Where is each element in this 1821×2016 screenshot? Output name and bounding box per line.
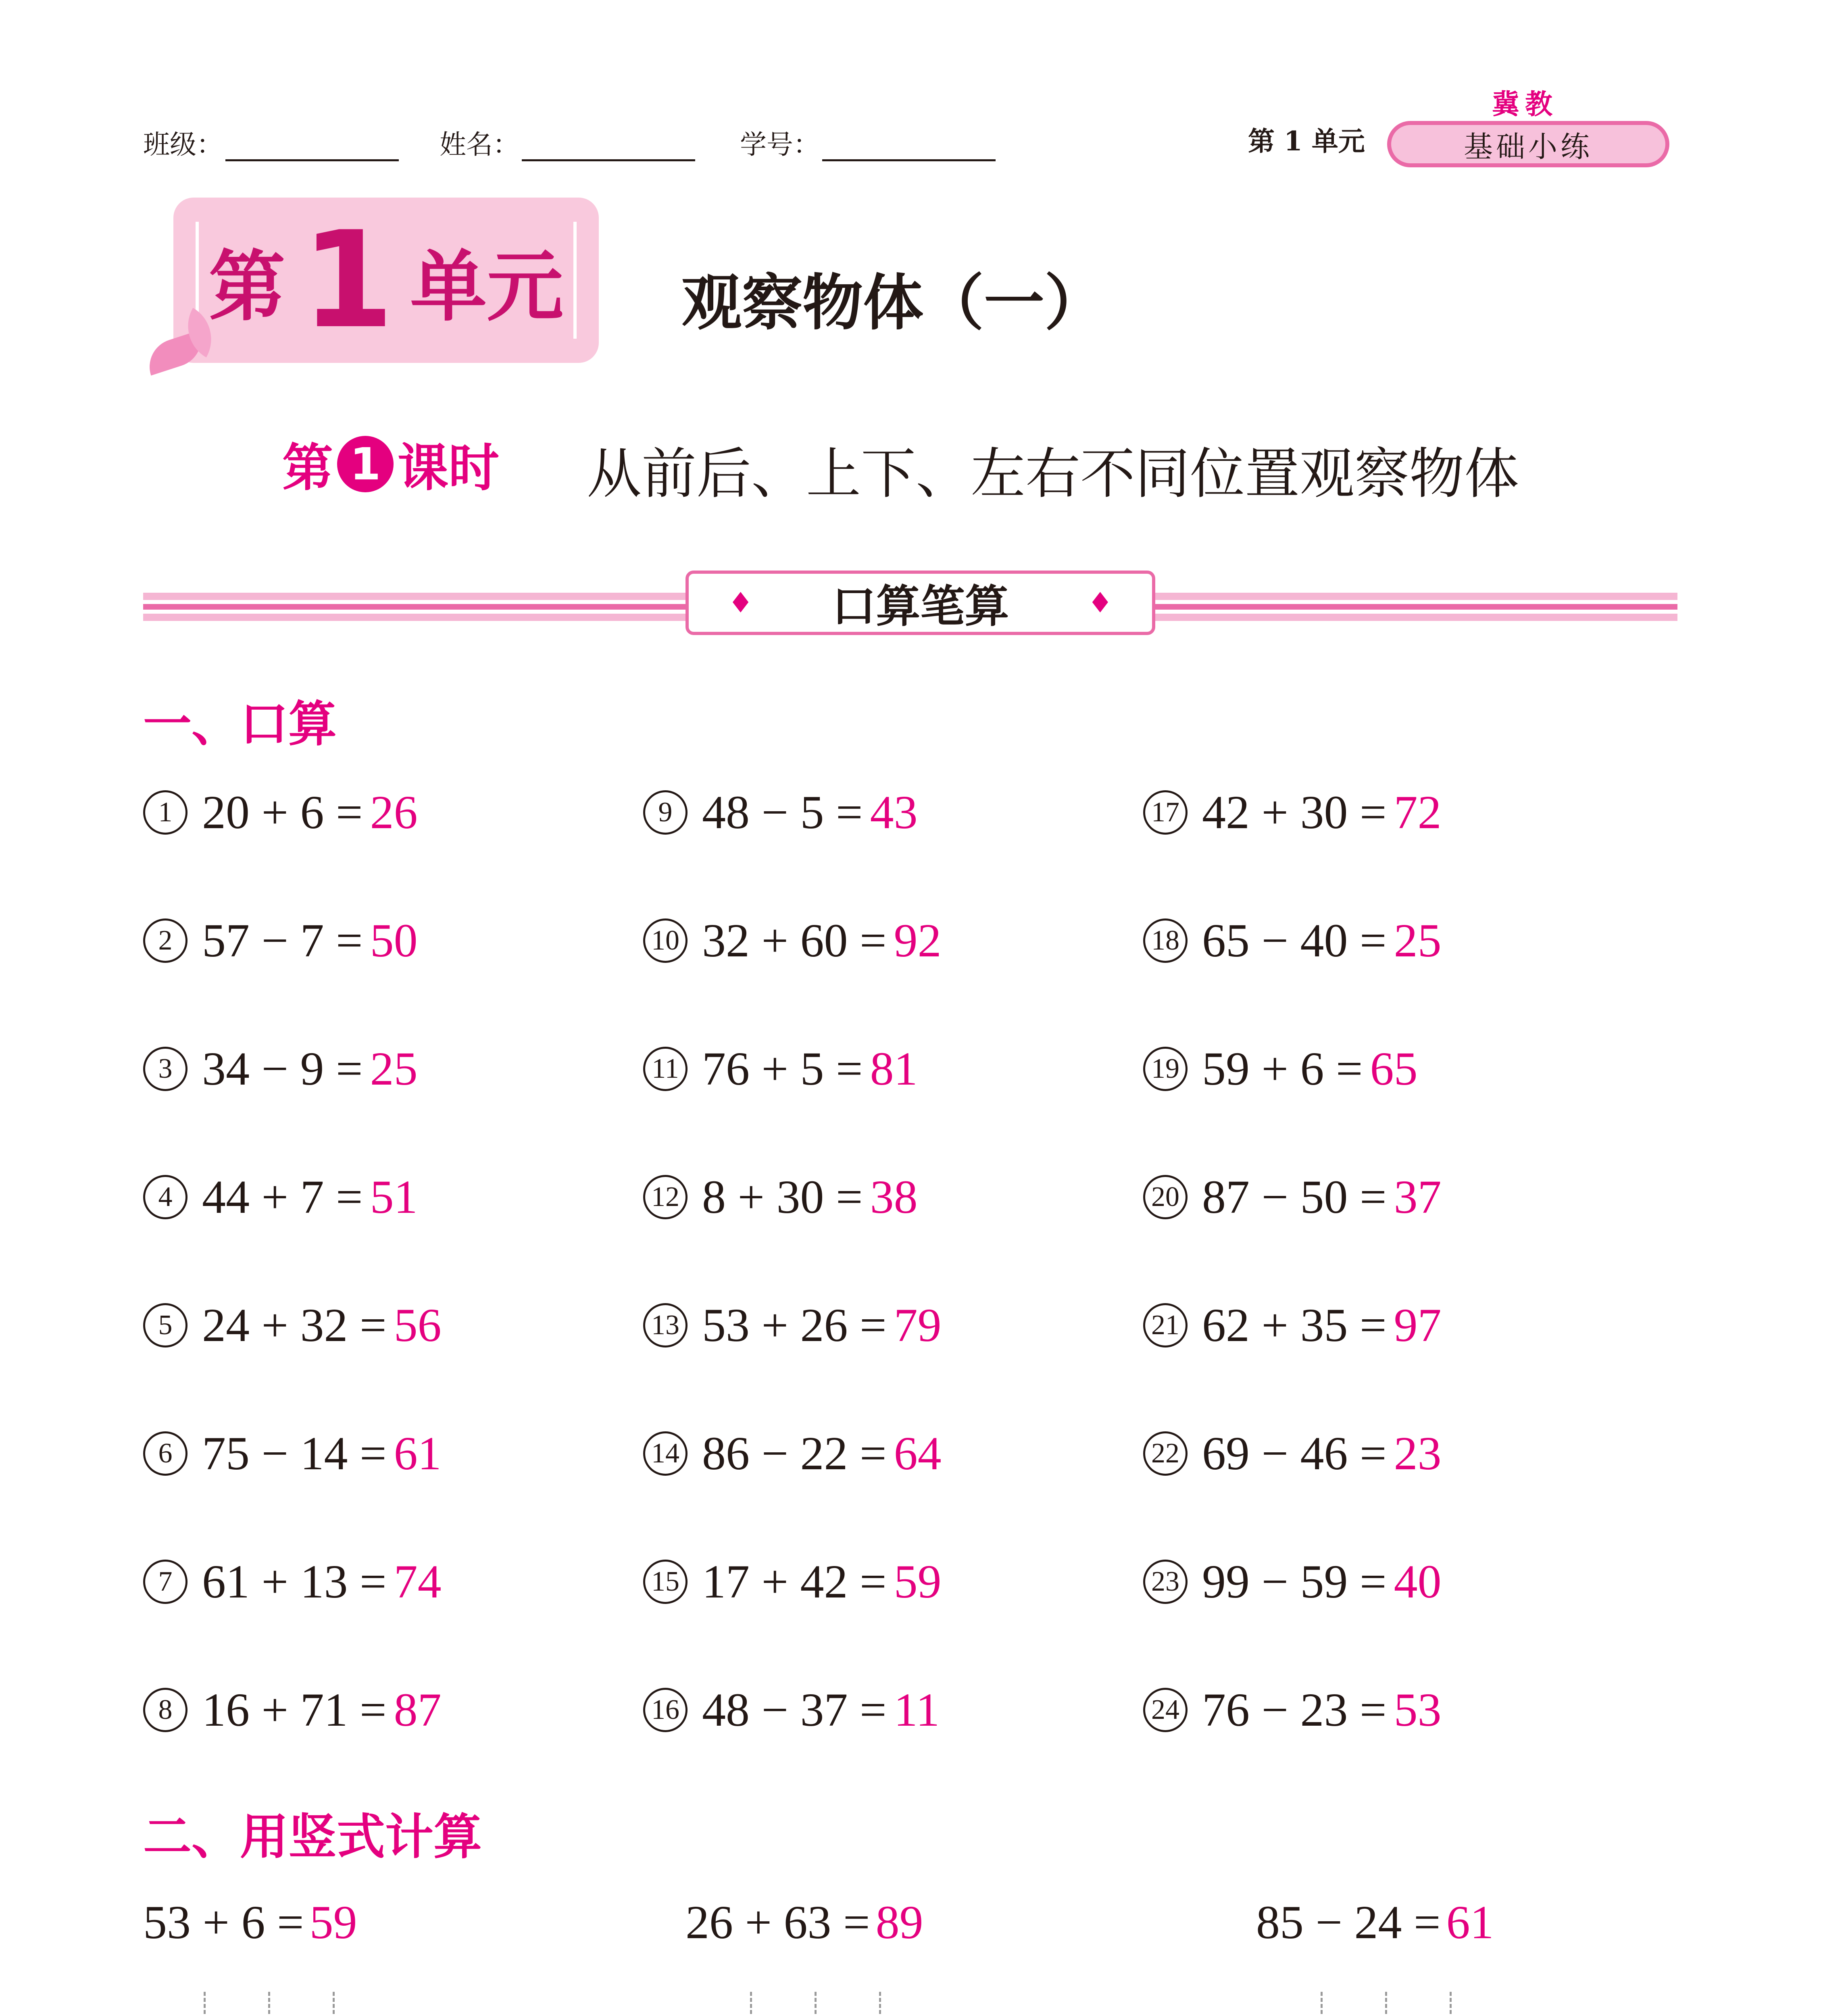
vertical-expression-text: 53 + 6 = xyxy=(143,1896,304,1949)
problem-expression: 65 − 40 = xyxy=(1202,914,1387,967)
problem-number: 20 xyxy=(1143,1175,1188,1219)
vertical-calc xyxy=(690,1992,899,2016)
problem-expression: 8 + 30 = xyxy=(702,1170,863,1223)
oral-problem xyxy=(1143,908,1442,973)
problem-answer[interactable]: 72 xyxy=(1394,786,1442,839)
oral-problem xyxy=(143,1549,442,1614)
problem-answer[interactable]: 40 xyxy=(1394,1555,1442,1608)
vertical-expression xyxy=(1256,1895,1494,1950)
oral-problem xyxy=(1143,780,1442,845)
oral-problem xyxy=(143,1037,418,1101)
vertical-expression-text: 26 + 63 = xyxy=(685,1896,870,1949)
problem-answer[interactable]: 25 xyxy=(1394,914,1442,967)
class-label: 班级： xyxy=(143,129,223,160)
id-blank[interactable] xyxy=(822,159,996,161)
problem-answer[interactable]: 56 xyxy=(394,1299,442,1352)
problem-answer[interactable]: 64 xyxy=(894,1427,942,1480)
problem-expression: 69 − 46 = xyxy=(1202,1427,1387,1480)
unit-suffix: 单元 xyxy=(410,242,564,331)
problem-number: 15 xyxy=(643,1560,688,1604)
unit-prefix: 第 xyxy=(208,242,285,331)
name-label: 姓名： xyxy=(440,129,519,160)
problem-expression: 16 + 71 = xyxy=(202,1683,387,1736)
problem-number: 21 xyxy=(1143,1303,1188,1347)
problem-answer[interactable]: 53 xyxy=(1394,1683,1442,1736)
problem-answer[interactable]: 38 xyxy=(870,1170,918,1223)
oral-problem xyxy=(643,1165,918,1229)
vertical-calc xyxy=(1260,1992,1470,2016)
vertical-expression-answer[interactable]: 89 xyxy=(875,1896,923,1949)
problem-number: 1 xyxy=(143,790,188,835)
diamond-icon: ♦ xyxy=(1087,586,1113,619)
vertical-calc xyxy=(143,1992,353,2016)
oral-problem xyxy=(643,1421,942,1486)
problem-answer[interactable]: 43 xyxy=(870,786,918,839)
chapter-title: 观察物体（一） xyxy=(681,268,1105,338)
problem-number: 6 xyxy=(143,1431,188,1476)
part1-heading: 一、口算 xyxy=(143,696,337,752)
problem-expression: 86 − 22 = xyxy=(702,1427,887,1480)
problem-answer[interactable]: 74 xyxy=(394,1555,442,1608)
column-guide xyxy=(204,1992,206,2016)
problem-number: 8 xyxy=(143,1688,188,1732)
problem-expression: 32 + 60 = xyxy=(702,914,887,967)
oral-problem xyxy=(643,908,942,973)
problem-expression: 62 + 35 = xyxy=(1202,1299,1387,1352)
diamond-icon: ♦ xyxy=(728,586,753,619)
oral-problem xyxy=(643,1549,942,1614)
problem-number: 3 xyxy=(143,1047,188,1091)
oral-problem xyxy=(143,780,418,845)
problem-number: 23 xyxy=(1143,1560,1188,1604)
problem-number: 5 xyxy=(143,1303,188,1347)
problem-answer[interactable]: 50 xyxy=(370,914,418,967)
problem-number: 12 xyxy=(643,1175,688,1219)
oral-problem xyxy=(143,1421,442,1486)
oral-problem xyxy=(143,1165,418,1229)
id-label: 学号： xyxy=(740,129,820,160)
oral-problem xyxy=(643,780,918,845)
column-guide xyxy=(1385,1992,1387,2016)
problem-expression: 76 + 5 = xyxy=(702,1042,863,1095)
problem-answer[interactable]: 26 xyxy=(370,786,418,839)
column-guide xyxy=(750,1992,752,2016)
oral-problem xyxy=(1143,1037,1418,1101)
problem-answer[interactable]: 79 xyxy=(894,1299,942,1352)
vertical-expression-answer[interactable]: 61 xyxy=(1446,1896,1494,1949)
series-brand: 冀教 xyxy=(1492,89,1558,121)
name-field xyxy=(440,121,695,161)
oral-problem xyxy=(143,908,418,973)
column-guide xyxy=(879,1992,881,2016)
oral-problem xyxy=(1143,1293,1442,1358)
lesson-label xyxy=(282,427,499,500)
problem-answer[interactable]: 59 xyxy=(894,1555,942,1608)
problem-expression: 87 − 50 = xyxy=(1202,1170,1387,1223)
unit-banner xyxy=(173,198,599,363)
problem-number: 13 xyxy=(643,1303,688,1347)
problem-expression: 20 + 6 = xyxy=(202,786,363,839)
column-guide xyxy=(1321,1992,1323,2016)
problem-answer[interactable]: 23 xyxy=(1394,1427,1442,1480)
column-guide xyxy=(268,1992,270,2016)
series-badge xyxy=(1387,121,1669,167)
problem-answer[interactable]: 25 xyxy=(370,1042,418,1095)
problem-answer[interactable]: 81 xyxy=(870,1042,918,1095)
problem-answer[interactable]: 51 xyxy=(370,1170,418,1223)
lesson-title: 从前后、上下、左右不同位置观察物体 xyxy=(587,442,1519,506)
problem-expression: 61 + 13 = xyxy=(202,1555,387,1608)
problem-expression: 44 + 7 = xyxy=(202,1170,363,1223)
problem-expression: 34 − 9 = xyxy=(202,1042,363,1095)
part2-heading: 二、用竖式计算 xyxy=(143,1809,482,1865)
problem-number: 11 xyxy=(643,1047,688,1091)
problem-number: 2 xyxy=(143,918,188,963)
lesson-suffix: 课时 xyxy=(398,438,499,498)
problem-expression: 48 − 37 = xyxy=(702,1683,887,1736)
oral-problem xyxy=(643,1037,918,1101)
problem-number: 24 xyxy=(1143,1688,1188,1732)
unit-tag: 第 1 单元 xyxy=(1248,125,1365,157)
problem-number: 16 xyxy=(643,1688,688,1732)
problem-number: 7 xyxy=(143,1560,188,1604)
problem-answer[interactable]: 11 xyxy=(894,1683,940,1736)
problem-number: 22 xyxy=(1143,1431,1188,1476)
vertical-expression xyxy=(143,1895,357,1950)
oral-problem xyxy=(643,1678,940,1742)
section-label: 口算笔算 xyxy=(831,581,1009,632)
problem-number: 19 xyxy=(1143,1047,1188,1091)
problem-number: 9 xyxy=(643,790,688,835)
lesson-number: 1 xyxy=(337,436,394,492)
class-field xyxy=(143,121,399,161)
problem-expression: 76 − 23 = xyxy=(1202,1683,1387,1736)
problem-answer[interactable]: 97 xyxy=(1394,1299,1442,1352)
oral-problem xyxy=(1143,1549,1442,1614)
column-guide xyxy=(1450,1992,1452,2016)
oral-problem xyxy=(143,1293,442,1358)
vertical-expression-answer[interactable]: 59 xyxy=(309,1896,357,1949)
problem-expression: 42 + 30 = xyxy=(1202,786,1387,839)
problem-answer[interactable]: 37 xyxy=(1394,1170,1442,1223)
problem-number: 17 xyxy=(1143,790,1188,835)
problem-number: 10 xyxy=(643,918,688,963)
series-name: 基础小练 xyxy=(1463,129,1593,164)
vertical-expression xyxy=(685,1895,923,1950)
problem-expression: 48 − 5 = xyxy=(702,786,863,839)
problem-expression: 99 − 59 = xyxy=(1202,1555,1387,1608)
problem-expression: 59 + 6 = xyxy=(1202,1042,1363,1095)
vertical-expression-text: 85 − 24 = xyxy=(1256,1896,1441,1949)
oral-problem xyxy=(143,1678,442,1742)
problem-expression: 24 + 32 = xyxy=(202,1299,387,1352)
unit-label xyxy=(173,198,599,363)
problem-answer[interactable]: 61 xyxy=(394,1427,442,1480)
oral-problem xyxy=(1143,1678,1442,1742)
oral-problem xyxy=(643,1293,942,1358)
problem-number: 18 xyxy=(1143,918,1188,963)
problem-expression: 53 + 26 = xyxy=(702,1299,887,1352)
unit-number: 1 xyxy=(301,203,394,358)
problem-number: 4 xyxy=(143,1175,188,1219)
column-guide xyxy=(333,1992,335,2016)
problem-expression: 75 − 14 = xyxy=(202,1427,387,1480)
id-field xyxy=(740,121,996,161)
oral-problem xyxy=(1143,1421,1442,1486)
column-guide xyxy=(815,1992,817,2016)
problem-expression: 17 + 42 = xyxy=(702,1555,887,1608)
oral-problem xyxy=(1143,1165,1442,1229)
lesson-prefix: 第 xyxy=(282,438,333,498)
problem-answer[interactable]: 92 xyxy=(894,914,942,967)
class-blank[interactable] xyxy=(225,159,399,161)
section-header xyxy=(685,571,1155,635)
problem-expression: 57 − 7 = xyxy=(202,914,363,967)
problem-number: 14 xyxy=(643,1431,688,1476)
name-blank[interactable] xyxy=(522,159,695,161)
problem-answer[interactable]: 87 xyxy=(394,1683,442,1736)
problem-answer[interactable]: 65 xyxy=(1370,1042,1418,1095)
